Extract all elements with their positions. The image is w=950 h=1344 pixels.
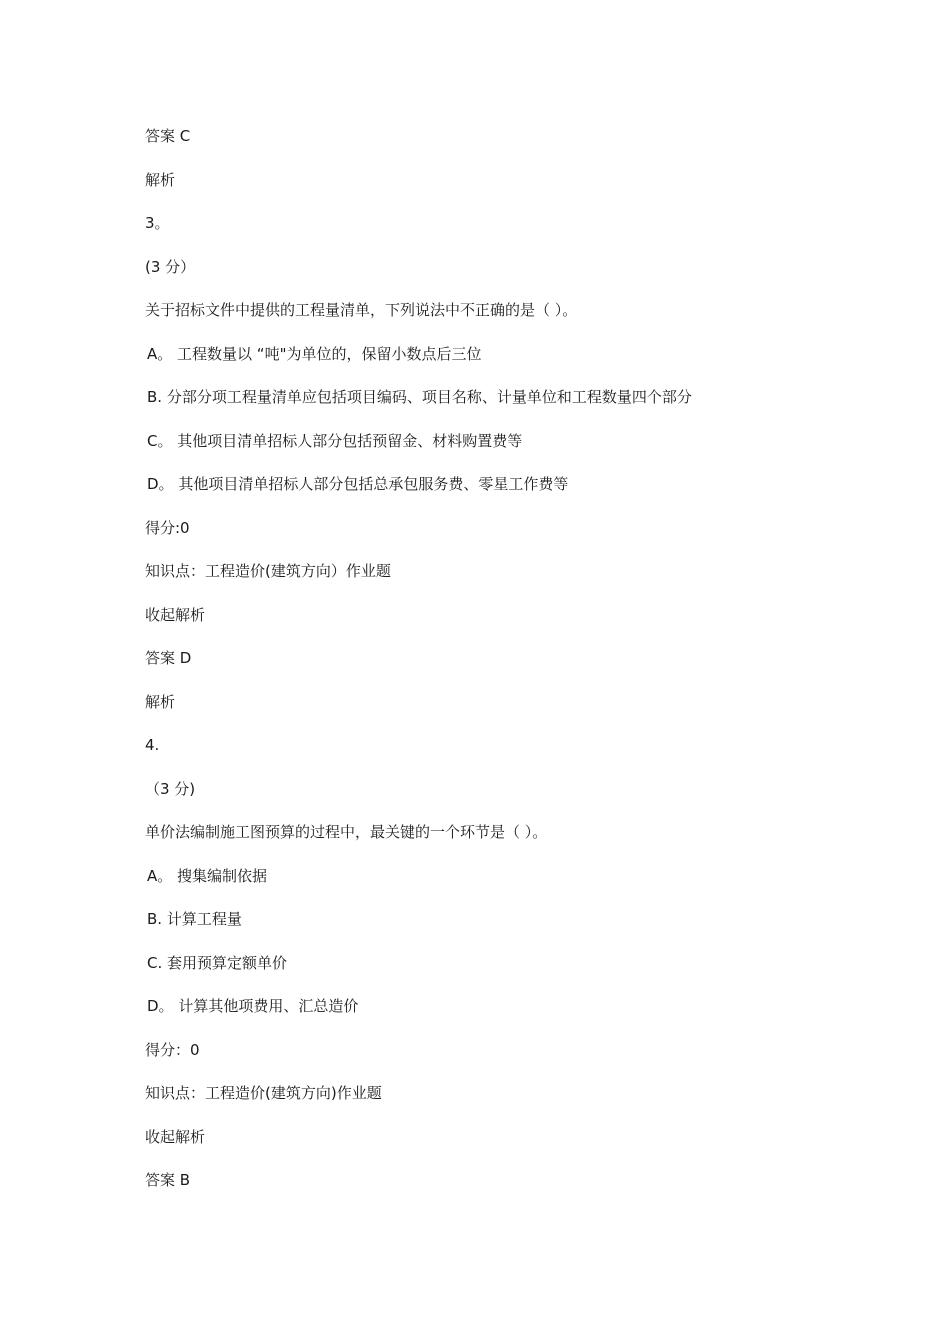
analysis-label: 解析 <box>145 171 176 189</box>
question-text: 关于招标文件中提供的工程量清单，下列说法中不正确的是（ ）。 <box>145 301 578 319</box>
collapse-analysis-link[interactable]: 收起解析 <box>145 1128 206 1146</box>
answer-label: 答案 D <box>145 649 192 667</box>
question-score: （3 分) <box>145 780 196 798</box>
score-value: 得分:0 <box>145 519 190 537</box>
question-number: 3。 <box>145 214 170 232</box>
question-number: 4. <box>145 736 160 754</box>
analysis-label: 解析 <box>145 693 176 711</box>
option-d: D。 其他项目清单招标人部分包括总承包服务费、零星工作费等 <box>147 475 569 493</box>
option-a: A。 搜集编制依据 <box>147 867 268 885</box>
question-text: 单价法编制施工图预算的过程中，最关键的一个环节是（ ）。 <box>145 823 548 841</box>
answer-label: 答案 B <box>145 1171 191 1189</box>
option-d: D。 计算其他项费用、汇总造价 <box>147 997 359 1015</box>
option-b: B. 计算工程量 <box>147 910 242 928</box>
option-a: A。 工程数量以 “吨"为单位的，保留小数点后三位 <box>147 345 482 363</box>
option-b: B. 分部分项工程量清单应包括项目编码、项目名称、计量单位和工程数量四个部分 <box>147 388 692 406</box>
question-score: (3 分） <box>145 258 196 276</box>
option-c: C。 其他项目清单招标人部分包括预留金、材料购置费等 <box>147 432 523 450</box>
collapse-analysis-link[interactable]: 收起解析 <box>145 606 206 624</box>
knowledge-point: 知识点：工程造价(建筑方向)作业题 <box>145 1084 382 1102</box>
option-c: C. 套用预算定额单价 <box>147 954 288 972</box>
knowledge-point: 知识点：工程造价(建筑方向）作业题 <box>145 562 391 580</box>
score-value: 得分：0 <box>145 1041 200 1059</box>
answer-label: 答案 C <box>145 127 191 145</box>
